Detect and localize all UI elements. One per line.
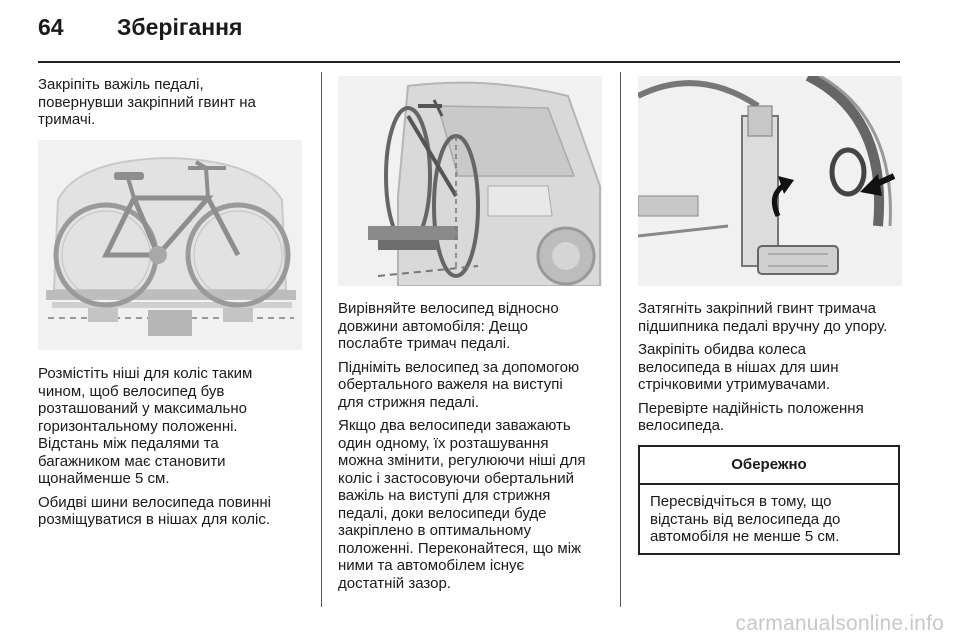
column2-paragraph-2: Підніміть велосипед за допомогою обертального важеля на виступі для стрижня педалі. — [338, 358, 580, 411]
caution-text: Пересвідчіться в тому, що відстань від велосипеда до автомобіля не менше 5 см. — [650, 493, 841, 545]
bike-rear-view-illustration — [338, 76, 602, 286]
column1-paragraph-2: Обидві шини велосипеда повинні розміщуватися в нішах для коліс. — [38, 493, 271, 528]
bike-on-carrier-illustration — [38, 140, 302, 350]
header-divider — [38, 61, 900, 63]
caution-box — [638, 445, 900, 555]
column-divider-left — [321, 72, 322, 607]
column1-intro-text: Закріпіть важіль педалі, повернувши закріпний гвинт на тримачі. — [38, 76, 256, 128]
column-divider-right — [620, 72, 621, 607]
column3-body — [638, 300, 904, 441]
column2-body — [338, 300, 608, 598]
page-header — [0, 0, 960, 62]
caution-title: Обережно — [640, 447, 898, 485]
column1-intro-block — [38, 76, 306, 135]
column1-paragraph-1: Розмістіть ніші для коліс таким чином, щоб велосипед був розташований у максимально горизонтальному положенні. Відстань між педалями та багажником має становити щонайменше 5 см. — [38, 365, 253, 487]
site-watermark: carmanualsonline.info — [735, 612, 944, 635]
column2-paragraph-1: Вирівняйте велосипед відносно довжини автомобіля: Дещо послабте тримач педалі. — [338, 300, 559, 352]
column2-paragraph-3: Якщо два велосипеди заважають один одному, їх розташування можна змінити, регулюючи ніші для коліс і застосовуючи обертальний важіль на виступі для стрижня педалі, доки велосипеди буде закріплено в оптимальному положенні. Переконайтеся, що між ними та автомобілем існує достатній зазор. — [338, 417, 586, 592]
column3-paragraph-1: Затягніть закріпний гвинт тримача підшипника педалі вручну до упору. — [638, 300, 888, 335]
pedal-holder-illustration — [638, 76, 902, 286]
page-number: 64 — [38, 14, 64, 40]
column3-paragraph-3: Перевірте надійність положення велосипеда. — [638, 399, 864, 434]
column1-body — [38, 365, 306, 535]
column3-paragraph-2: Закріпіть обидва колеса велосипеда в нішах для шин стрічковими утримувачами. — [638, 341, 839, 393]
page-title: Зберігання — [117, 14, 243, 40]
